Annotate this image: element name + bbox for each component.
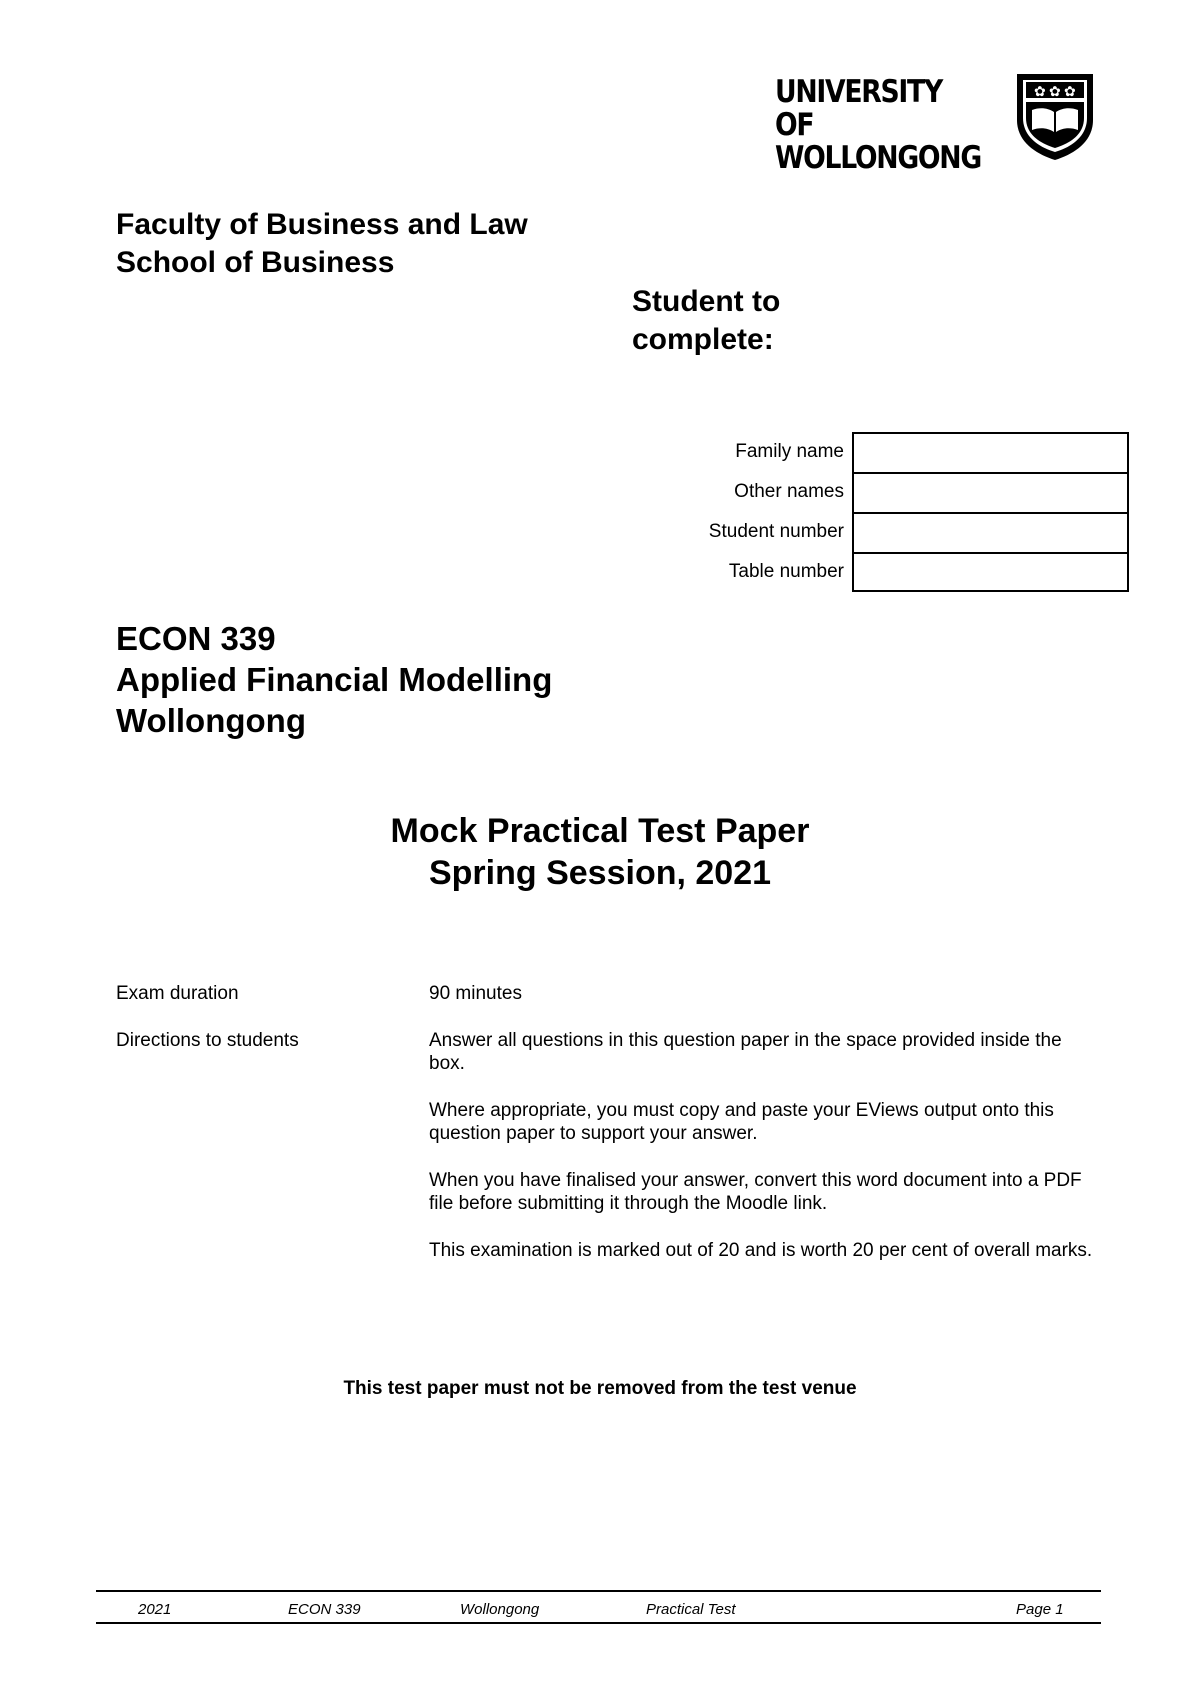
- footer-page-number: Page 1: [1016, 1601, 1064, 1618]
- svg-text:✿: ✿: [1034, 84, 1046, 100]
- student-details-form: [620, 432, 1129, 592]
- svg-text:✿: ✿: [1064, 84, 1076, 100]
- directions-list: [429, 1029, 1096, 1262]
- paper-session: Spring Session, 2021: [428, 854, 772, 892]
- family-name-field[interactable]: [852, 432, 1129, 472]
- directions-row: [116, 1029, 1096, 1262]
- family-name-row: [620, 432, 1129, 472]
- course-name: Applied Financial Modelling: [116, 661, 553, 698]
- other-names-label: Other names: [734, 481, 844, 502]
- family-name-label: Family name: [735, 441, 844, 462]
- table-number-field[interactable]: [852, 552, 1129, 592]
- svg-text:✿: ✿: [1049, 84, 1061, 100]
- direction-item: Where appropriate, you must copy and paste your EViews output onto this question paper to support your answer.: [429, 1100, 1054, 1144]
- table-number-label: Table number: [728, 561, 844, 582]
- table-number-row: [620, 552, 1129, 592]
- direction-item: This examination is marked out of 20 and is worth 20 per cent of overall marks.: [429, 1240, 1093, 1261]
- paper-title-text: Mock Practical Test Paper: [390, 812, 810, 850]
- direction-item: Answer all questions in this question paper in the space provided inside the box.: [429, 1030, 1062, 1074]
- direction-item: When you have finalised your answer, convert this word document into a PDF file before submitting it through the Moodle link.: [429, 1170, 1082, 1214]
- student-number-row: [620, 512, 1129, 552]
- removal-notice: This test paper must not be removed from the test venue: [343, 1378, 857, 1399]
- footer-year: 2021: [138, 1601, 172, 1618]
- duration-label: Exam duration: [116, 983, 239, 1004]
- duration-value: 90 minutes: [429, 983, 522, 1004]
- logo-line-1: UNIVERSITY OF: [775, 74, 942, 143]
- other-names-field[interactable]: [852, 472, 1129, 512]
- faculty-heading: [116, 206, 528, 282]
- paper-title: [0, 810, 1200, 894]
- footer-type: Practical Test: [646, 1601, 736, 1618]
- footer-campus: Wollongong: [460, 1601, 540, 1618]
- university-logo-text: [775, 76, 981, 175]
- logo-line-2: WOLLONGONG: [775, 140, 981, 176]
- directions-label: Directions to students: [116, 1030, 299, 1051]
- page-footer: [96, 1590, 1101, 1624]
- duration-row: [116, 982, 1096, 1005]
- student-number-field[interactable]: [852, 512, 1129, 552]
- faculty-name: Faculty of Business and Law: [116, 208, 528, 241]
- student-section-heading: Student to complete:: [632, 285, 781, 356]
- course-heading: [116, 618, 552, 741]
- course-campus: Wollongong: [116, 702, 306, 739]
- footer-bottom-rule: [96, 1622, 1101, 1624]
- school-name: School of Business: [116, 246, 395, 279]
- footer-course: ECON 339: [288, 1601, 361, 1618]
- other-names-row: [620, 472, 1129, 512]
- course-code: ECON 339: [116, 620, 276, 657]
- exam-details: [116, 982, 1096, 1286]
- university-crest-icon: [1014, 72, 1096, 162]
- student-number-label: Student number: [708, 521, 844, 542]
